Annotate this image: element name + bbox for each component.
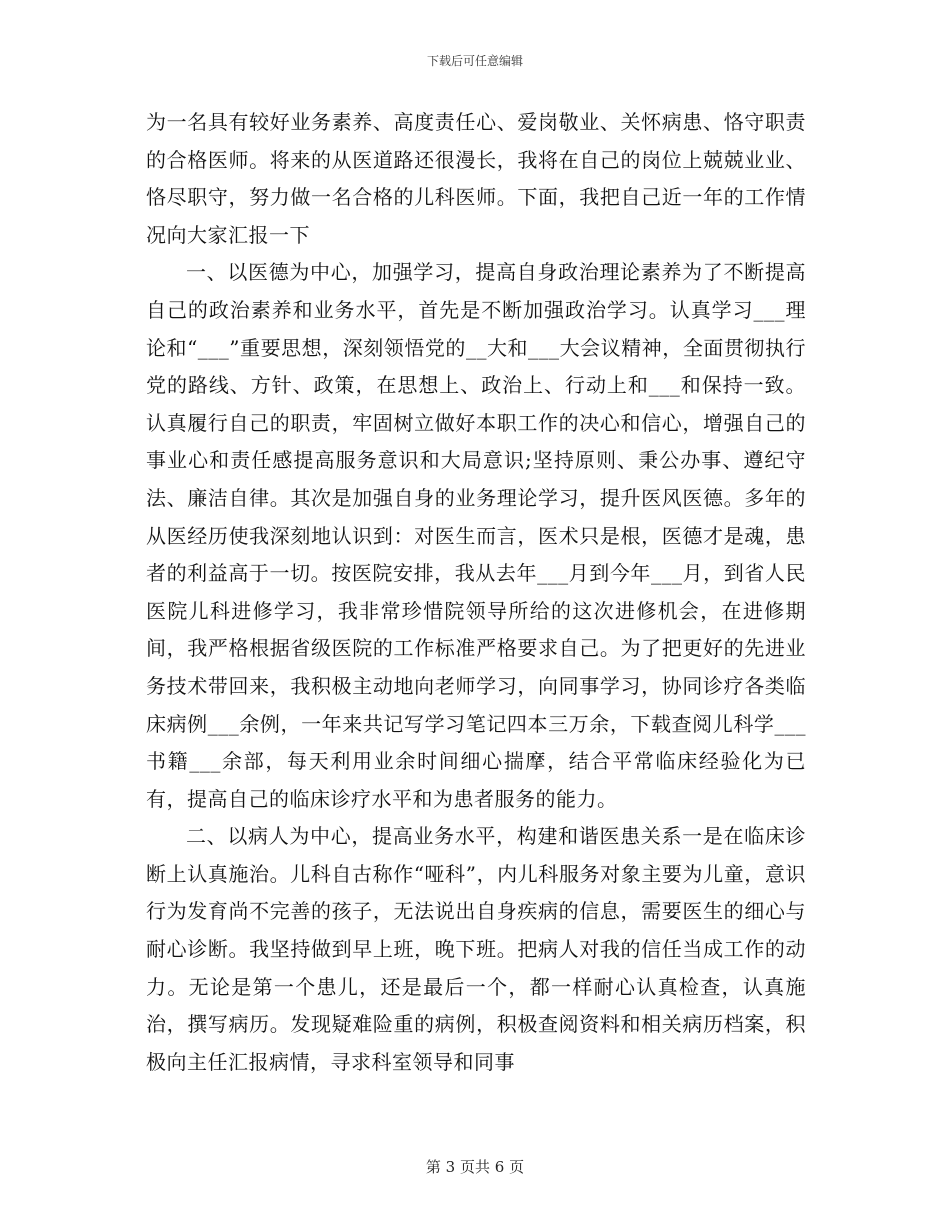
paragraph-section-two: 二、以病人为中心，提高业务水平，构建和谐医患关系一是在临床诊断上认真施治。儿科自古称作“哑科”，内儿科服务对象主要为儿童，意识行为发育尚不完善的孩子，无法说出自身疾病的信息，需要医生的细心与耐心诊断。我坚持做到早上班，晚下班。把病人对我的信任当成工作的动力。无论是第一个患儿，还是最后一个，都一样耐心认真检查，认真施治，撰写病历。发现疑难险重的病例，积极查阅资料和相关病历档案，积极向主任汇报病情，寻求科室领导和同事 xyxy=(146,824,806,1074)
paragraph-intro: 为一名具有较好业务素养、高度责任心、爱岗敬业、关怀病患、恪守职责的合格医师。将来的从医道路还很漫长，我将在自己的岗位上兢兢业业、恪尽职守，努力做一名合格的儿科医师。下面，我把自己近一年的工作情况向大家汇报一下 xyxy=(146,110,806,247)
paragraph-section-one: 一、以医德为中心，加强学习，提高自身政治理论素养为了不断提高自己的政治素养和业务水平，首先是不断加强政治学习。认真学习___理论和“___”重要思想，深刻领悟党的__大和___大会议精神，全面贯彻执行党的路线、方针、政策，在思想上、政治上、行动上和___和保持一致。认真履行自己的职责，牢固树立做好本职工作的决心和信心，增强自己的事业心和责任感提高服务意识和大局意识;坚持原则、秉公办事、遵纪守法、廉洁自律。其次是加强自身的业务理论学习，提升医风医德。多年的从医经历使我深刻地认识到：对医生而言，医术只是根，医德才是魂，患者的利益高于一切。按医院安排，我从去年___月到今年___月，到省人民医院儿科进修学习，我非常珍惜院领导所给的这次进修机会，在进修期间，我严格根据省级医院的工作标准严格要求自己。为了把更好的先进业务技术带回来，我积极主动地向老师学习，向同事学习，协同诊疗各类临床病例___余例，一年来共记写学习笔记四本三万余，下载查阅儿科学___书籍___余部，每天利用业余时间细心揣摩，结合平常临床经验化为已有，提高自己的临床诊疗水平和为患者服务的能力。 xyxy=(146,260,806,811)
page-number: 第 3 页共 6 页 xyxy=(425,1158,525,1176)
page-header-note: 下载后可任意编辑 xyxy=(426,54,523,68)
document-body xyxy=(146,104,806,1081)
